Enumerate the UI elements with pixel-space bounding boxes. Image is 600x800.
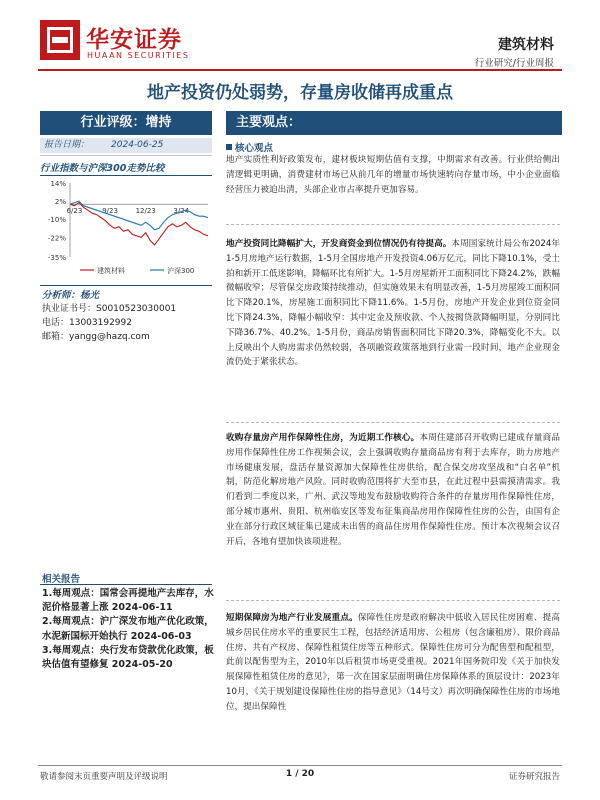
left-divider: [40, 155, 212, 156]
footer-disclaimer: 敬请参阅末页重要声明及评级说明: [40, 772, 168, 782]
logo-chinese-name: 华安证券: [86, 26, 182, 53]
core-viewpoint-heading: [226, 140, 273, 154]
analyst-name: 分析师：杨光: [42, 290, 100, 301]
paragraph-investment-body: 本周国家统计局公布2024年1-5月房地产运行数据，1-5月全国房地产开发投资4.06万亿元，同比下降10.1%，受土拍和新开工低迷影响，降幅环比有所扩大。1-5月房屋新开工面积同比下降24.2%，跌幅微幅收窄；尽管保交房政策持续推动，但实施效果未有明显改善，1-5月房屋竣工面积同比下降20.1%，房屋施工面积同比下降11.6%。1-5月份，房地产开发企业到位资金同比下降24.3%，降幅小幅收窄：其中定金及预收款、个人按揭贷款降幅明显，分别同比下降36.7%、40.2%。1-5月份，商品房销售面积同比下降20.3%，降幅变化不大。以上反映出个人购房需求仍然较弱，各项融资政策落地到行业需一段时间，地产企业现金流仍处于紧张状态。: [226, 239, 560, 368]
page-number: 1 / 20: [285, 769, 315, 779]
report-date-label: 报告日期：: [44, 140, 90, 150]
related-report-item[interactable]: 2.每周观点：沪广深发布地产优化政策，水泥新国标开始执行 2024-06-03: [42, 616, 214, 642]
related-report-item[interactable]: 3.每周观点：央行发布贷款优化政策，板块估值有望修复 2024-05-20: [42, 644, 214, 671]
report-date: [40, 138, 212, 153]
square-bullet-icon: [226, 144, 232, 150]
chart-title: 行业指数与沪深300走势比较: [40, 163, 165, 174]
related-reports-list: [42, 587, 218, 672]
core-viewpoint-label: 核心观点: [235, 143, 274, 154]
paragraph-housing-acquisition-body: 本周住建部召开收购已建成存量商品房用作保障性住房工作视频会议，会上强调收购存量商品房有利于去库存，助力房地产市场健康发展，盘活存量资源加大保障性住房供给，配合保交房攻坚战和“白名单”机制，防范化解房地产风险。同时收购范围将扩大至市县，在此过程中县需摸清需求。我们看到二季度以来，广州、武汉等地发布鼓励收购符合条件的存量房用作保障性住房，部分城市惠州、贵阳、杭州临安区等发布征集商品房用作保障性住房的公告，由国有企业在部分行政区域征集已建成未出售的商品住房用作保障性住房。预计本次视频会议召开后，各地有望加快该项进程。: [226, 433, 560, 547]
section-separator: [226, 224, 560, 225]
index-comparison-chart: [40, 177, 212, 282]
sector-name: 建筑材料: [498, 37, 554, 53]
footer-report-type: 证券研究报告: [508, 772, 560, 782]
footer-divider: [38, 765, 562, 766]
chart-title-divider: [40, 175, 212, 176]
x-tick-label: 9/23: [102, 207, 118, 216]
logo-english-name: HUAAN SECURITIES: [87, 51, 190, 60]
related-report-item[interactable]: 1.每周观点：国常会再提地产去库存，水泥价格显著上涨 2024-06-11: [42, 588, 214, 614]
analyst-license: 执业证书号：S0010523030001: [42, 304, 177, 314]
report-title: 地产投资仍处弱势，存量房收储再成重点: [147, 83, 453, 103]
header-divider: [38, 69, 562, 71]
industry-rating: 行业评级：增持: [40, 111, 212, 135]
y-tick-label: -35%: [47, 254, 66, 262]
legend-label: 建筑材料: [97, 267, 125, 275]
page-header: [0, 0, 600, 70]
report-date-value: 2024-06-25: [111, 140, 164, 150]
y-tick-label: 14%: [50, 180, 66, 188]
paragraph-affordable-housing: [226, 611, 560, 715]
y-tick-label: -10%: [47, 216, 66, 225]
section-separator: [226, 600, 560, 601]
chart-bottom-divider: [40, 285, 212, 286]
paragraph-affordable-housing-body: 保障性住房是政府解决中低收入居民住房困难、提高城乡居民住房水平的重要民生工程，包括经济适用房、公租房（包含廉租房）、限价商品住房、共有产权房、保障性租赁住房等五种形式。保障性住房可分为配售型和配租型，此前以配售型为主，2010年以后租赁市场更受重视。2021年国务院印发《关于加快发展保障性租赁住房的意见》，第一次在国家层面明确住房保障体系的顶层设计：2023年10月，《关于规划建设保障性住房的指导意见》（14号文）再次明确保障性住房的市场地位，提出保障性: [226, 613, 560, 712]
analyst-email[interactable]: 邮箱：yangg@hazq.com: [42, 332, 150, 342]
section-separator: [226, 422, 560, 423]
paragraph-affordable-housing-lead: 短期保障房为地产行业发展重点。: [226, 613, 358, 623]
main-viewpoints-header: 主要观点：: [226, 111, 562, 135]
series-line: [70, 201, 208, 230]
paragraph-investment-lead: 地产投资同比降幅扩大，开发商资金到位情况仍有待提高。: [226, 239, 452, 249]
related-reports-title: 相关报告: [40, 571, 212, 585]
paragraph-housing-acquisition-lead: 收购存量房产用作保障性住房，为近期工作核心。: [226, 433, 420, 443]
document-type: 行业研究/行业周报: [474, 58, 554, 69]
x-tick-label: 12/23: [135, 207, 156, 216]
y-tick-label: 2%: [54, 198, 66, 207]
company-logo: [40, 20, 190, 64]
paragraph-investment: [226, 237, 560, 370]
analyst-phone: 电话：13003192992: [42, 318, 132, 328]
y-tick-label: -22%: [47, 234, 66, 243]
paragraph-housing-acquisition: [226, 431, 560, 549]
logo-mark-icon: [40, 20, 80, 60]
x-tick-label: 6/23: [66, 207, 83, 216]
core-viewpoint-text: 地产实质性利好政策发布，建材板块短期估值有支撑，中期需求有改善。行业供给侧出清逻辑更明确，消费建材市场已从前几年的增量市场快速转向存量市场，中小企业面临经营压力被迫出清，头部企业市占率提升更加容易。: [226, 155, 560, 195]
x-tick-label: 3/24: [173, 207, 190, 216]
legend-label: 沪深300: [167, 267, 195, 275]
